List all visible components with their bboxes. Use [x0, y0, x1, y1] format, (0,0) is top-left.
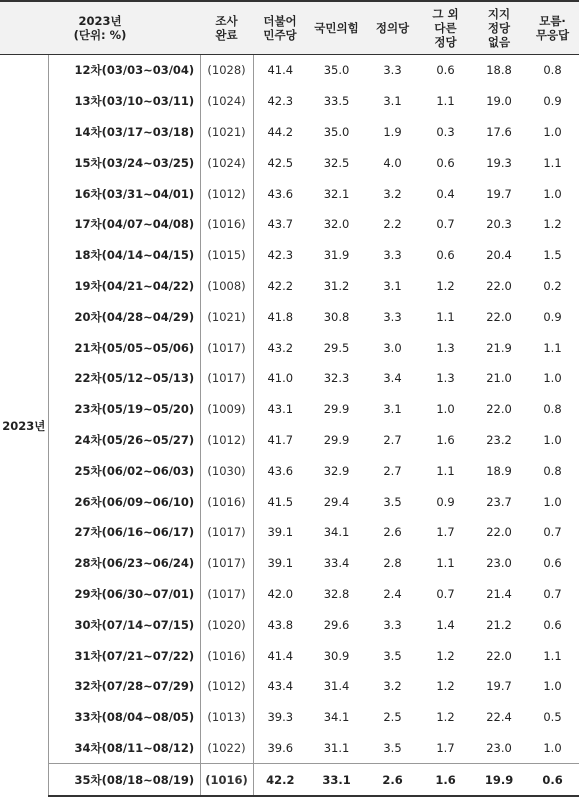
value-cell: 1.0	[543, 740, 562, 755]
round-label: 22차(05/12~05/13)	[48, 363, 200, 394]
table-row	[0, 86, 579, 117]
column-header	[526, 1, 579, 55]
round-label: 24차(05/26~05/27)	[48, 425, 200, 456]
value-cell: 1.0	[543, 432, 562, 447]
value-cell: 0.9	[436, 494, 455, 509]
value-cell: 4.0	[383, 155, 402, 170]
value-cell: 1.2	[543, 217, 562, 232]
sample-size: (1021)	[200, 301, 253, 332]
column-header	[366, 1, 419, 55]
column-header-line: 완료	[215, 28, 238, 42]
round-label: 25차(06/02~06/03)	[48, 455, 200, 486]
table-row	[0, 486, 579, 517]
round-label: 15차(03/24~03/25)	[48, 147, 200, 178]
value-cell: 31.9	[323, 248, 350, 263]
value-cell: 39.6	[267, 740, 294, 755]
header-title-cell	[0, 1, 200, 55]
header-unit: (단위: %)	[73, 28, 127, 42]
value-cell: 3.3	[383, 617, 402, 632]
value-cell: 1.1	[436, 94, 455, 109]
value-cell: 42.2	[267, 278, 294, 293]
round-label: 17차(04/07~04/08)	[48, 209, 200, 240]
value-cell: 21.9	[486, 340, 512, 355]
value-cell: 0.7	[543, 525, 562, 540]
round-label: 14차(03/17~03/18)	[48, 117, 200, 148]
value-cell: 3.3	[383, 309, 402, 324]
table-row	[0, 271, 579, 302]
value-cell: 42.3	[267, 94, 294, 109]
value-cell: 22.0	[486, 278, 512, 293]
value-cell: 39.1	[267, 556, 294, 571]
column-header-line: 정당	[434, 35, 457, 49]
sample-size: (1016)	[200, 764, 253, 796]
sample-size: (1013)	[200, 702, 253, 733]
value-cell: 3.5	[383, 648, 402, 663]
table-row	[0, 455, 579, 486]
round-label: 13차(03/10~03/11)	[48, 86, 200, 117]
value-cell: 19.9	[472, 764, 526, 796]
round-label: 29차(06/30~07/01)	[48, 579, 200, 610]
value-cell: 1.2	[436, 278, 455, 293]
column-header	[472, 1, 526, 55]
value-cell: 0.6	[526, 764, 579, 796]
value-cell: 1.4	[436, 617, 455, 632]
value-cell: 3.1	[383, 278, 402, 293]
column-header	[253, 1, 307, 55]
sample-size: (1012)	[200, 178, 253, 209]
table-row	[0, 548, 579, 579]
table-row	[0, 209, 579, 240]
value-cell: 41.5	[267, 494, 294, 509]
column-header	[200, 1, 253, 55]
value-cell: 18.9	[486, 463, 512, 478]
column-header-line: 정의당	[375, 21, 410, 35]
table-body	[0, 55, 579, 797]
table-row	[0, 671, 579, 702]
column-header-line: 무응답	[535, 28, 570, 42]
sample-size: (1008)	[200, 271, 253, 302]
value-cell: 29.5	[323, 340, 350, 355]
value-cell: 30.8	[323, 309, 350, 324]
value-cell: 23.0	[486, 556, 512, 571]
value-cell: 43.6	[267, 186, 294, 201]
value-cell: 18.8	[486, 63, 512, 78]
value-cell: 31.2	[323, 278, 350, 293]
value-cell: 0.6	[543, 556, 562, 571]
value-cell: 2.7	[383, 463, 402, 478]
table-row	[0, 702, 579, 733]
table-row	[0, 178, 579, 209]
value-cell: 41.4	[267, 63, 294, 78]
column-header-line: 모름·	[539, 14, 566, 28]
value-cell: 3.1	[383, 94, 402, 109]
value-cell: 19.3	[486, 155, 512, 170]
value-cell: 29.9	[323, 402, 350, 417]
value-cell: 21.0	[486, 371, 512, 386]
header-title: 2023년	[78, 14, 122, 28]
sample-size: (1009)	[200, 394, 253, 425]
value-cell: 3.0	[383, 340, 402, 355]
column-header-line: 다른	[434, 21, 457, 35]
round-label: 35차(08/18~08/19)	[48, 764, 200, 796]
value-cell: 1.2	[436, 679, 455, 694]
value-cell: 23.2	[486, 432, 512, 447]
value-cell: 2.8	[383, 556, 402, 571]
value-cell: 41.8	[267, 309, 294, 324]
value-cell: 0.6	[436, 248, 455, 263]
value-cell: 22.0	[486, 525, 512, 540]
value-cell: 32.5	[323, 155, 350, 170]
table-row	[0, 609, 579, 640]
value-cell: 0.2	[543, 278, 562, 293]
round-label: 19차(04/21~04/22)	[48, 271, 200, 302]
value-cell: 32.3	[323, 371, 350, 386]
table-row	[0, 55, 579, 86]
value-cell: 43.2	[267, 340, 294, 355]
value-cell: 1.2	[436, 648, 455, 663]
value-cell: 29.9	[323, 432, 350, 447]
value-cell: 31.1	[323, 740, 350, 755]
round-label: 18차(04/14~04/15)	[48, 240, 200, 271]
value-cell: 41.7	[267, 432, 294, 447]
value-cell: 1.6	[419, 764, 472, 796]
column-header-line: 더불어	[263, 14, 297, 28]
value-cell: 1.1	[436, 309, 455, 324]
value-cell: 1.1	[436, 556, 455, 571]
value-cell: 17.6	[486, 124, 512, 139]
value-cell: 19.7	[486, 679, 512, 694]
value-cell: 2.6	[383, 525, 402, 540]
value-cell: 0.4	[436, 186, 455, 201]
round-label: 12차(03/03~03/04)	[48, 55, 200, 86]
value-cell: 2.4	[383, 586, 402, 601]
value-cell: 32.8	[323, 586, 350, 601]
value-cell: 31.4	[323, 679, 350, 694]
value-cell: 3.3	[383, 63, 402, 78]
round-label: 16차(03/31~04/01)	[48, 178, 200, 209]
value-cell: 19.7	[486, 186, 512, 201]
value-cell: 33.5	[323, 94, 350, 109]
value-cell: 0.3	[436, 124, 455, 139]
value-cell: 0.7	[543, 586, 562, 601]
table-row	[0, 640, 579, 671]
value-cell: 3.4	[383, 371, 402, 386]
sample-size: (1016)	[200, 209, 253, 240]
value-cell: 23.7	[486, 494, 512, 509]
sample-size: (1017)	[200, 332, 253, 363]
value-cell: 3.5	[383, 494, 402, 509]
value-cell: 0.9	[543, 309, 562, 324]
value-cell: 33.1	[307, 764, 366, 796]
value-cell: 2.7	[383, 432, 402, 447]
value-cell: 43.8	[267, 617, 294, 632]
column-header-line: 지지	[487, 7, 511, 21]
value-cell: 1.0	[543, 679, 562, 694]
value-cell: 20.3	[486, 217, 512, 232]
value-cell: 22.0	[486, 309, 512, 324]
value-cell: 30.9	[323, 648, 350, 663]
value-cell: 1.7	[436, 525, 455, 540]
value-cell: 32.9	[323, 463, 350, 478]
column-header-line: 없음	[487, 35, 511, 49]
year-label: 2023년	[0, 55, 48, 797]
table-row	[0, 394, 579, 425]
value-cell: 3.2	[383, 186, 402, 201]
column-header	[419, 1, 472, 55]
sample-size: (1012)	[200, 425, 253, 456]
value-cell: 2.2	[383, 217, 402, 232]
value-cell: 43.7	[267, 217, 294, 232]
value-cell: 22.0	[486, 402, 512, 417]
round-label: 26차(06/09~06/10)	[48, 486, 200, 517]
column-header-line: 정당	[487, 21, 511, 35]
value-cell: 43.4	[267, 679, 294, 694]
sample-size: (1017)	[200, 548, 253, 579]
value-cell: 1.0	[436, 402, 455, 417]
sample-size: (1015)	[200, 240, 253, 271]
value-cell: 35.0	[323, 63, 350, 78]
round-label: 31차(07/21~07/22)	[48, 640, 200, 671]
value-cell: 33.4	[323, 556, 350, 571]
value-cell: 1.2	[436, 710, 455, 725]
value-cell: 2.6	[366, 764, 419, 796]
value-cell: 23.0	[486, 740, 512, 755]
value-cell: 0.6	[543, 617, 562, 632]
sample-size: (1024)	[200, 86, 253, 117]
value-cell: 0.5	[543, 710, 562, 725]
column-header-line: 민주당	[263, 28, 297, 42]
value-cell: 0.8	[543, 402, 562, 417]
value-cell: 34.1	[323, 710, 350, 725]
column-header-line: 국민의힘	[314, 21, 359, 35]
value-cell: 1.6	[436, 432, 455, 447]
sample-size: (1016)	[200, 640, 253, 671]
value-cell: 42.5	[267, 155, 294, 170]
value-cell: 29.4	[323, 494, 350, 509]
value-cell: 21.4	[486, 586, 512, 601]
sample-size: (1020)	[200, 609, 253, 640]
value-cell: 1.5	[543, 248, 562, 263]
column-header-line: 그 외	[432, 7, 459, 21]
value-cell: 0.7	[436, 586, 455, 601]
value-cell: 34.1	[323, 525, 350, 540]
value-cell: 21.2	[486, 617, 512, 632]
round-label: 28차(06/23~06/24)	[48, 548, 200, 579]
value-cell: 3.2	[383, 679, 402, 694]
value-cell: 1.3	[436, 371, 455, 386]
value-cell: 3.3	[383, 248, 402, 263]
sample-size: (1017)	[200, 517, 253, 548]
sample-size: (1024)	[200, 147, 253, 178]
value-cell: 39.1	[267, 525, 294, 540]
sample-size: (1016)	[200, 486, 253, 517]
value-cell: 1.0	[543, 494, 562, 509]
sample-size: (1017)	[200, 579, 253, 610]
value-cell: 22.0	[486, 648, 512, 663]
value-cell: 3.1	[383, 402, 402, 417]
value-cell: 1.1	[543, 648, 562, 663]
value-cell: 44.2	[267, 124, 294, 139]
round-label: 33차(08/04~08/05)	[48, 702, 200, 733]
value-cell: 32.0	[323, 217, 350, 232]
column-header	[307, 1, 366, 55]
value-cell: 42.2	[253, 764, 307, 796]
value-cell: 1.1	[436, 463, 455, 478]
round-label: 34차(08/11~08/12)	[48, 733, 200, 764]
value-cell: 35.0	[323, 124, 350, 139]
table-row	[0, 117, 579, 148]
column-header-line: 조사	[215, 14, 238, 28]
value-cell: 0.6	[436, 63, 455, 78]
value-cell: 29.6	[323, 617, 350, 632]
round-label: 30차(07/14~07/15)	[48, 609, 200, 640]
value-cell: 0.8	[543, 63, 562, 78]
value-cell: 1.9	[383, 124, 402, 139]
round-label: 20차(04/28~04/29)	[48, 301, 200, 332]
round-label: 27차(06/16~06/17)	[48, 517, 200, 548]
value-cell: 43.6	[267, 463, 294, 478]
value-cell: 0.6	[436, 155, 455, 170]
table-row	[0, 733, 579, 764]
value-cell: 20.4	[486, 248, 512, 263]
value-cell: 22.4	[486, 710, 512, 725]
sample-size: (1012)	[200, 671, 253, 702]
value-cell: 19.0	[486, 94, 512, 109]
table-row	[0, 332, 579, 363]
value-cell: 3.5	[383, 740, 402, 755]
table-row	[0, 425, 579, 456]
value-cell: 32.1	[323, 186, 350, 201]
table-row	[0, 301, 579, 332]
value-cell: 1.3	[436, 340, 455, 355]
table-row	[0, 579, 579, 610]
value-cell: 0.9	[543, 94, 562, 109]
value-cell: 43.1	[267, 402, 294, 417]
value-cell: 0.7	[436, 217, 455, 232]
value-cell: 42.3	[267, 248, 294, 263]
value-cell: 1.0	[543, 371, 562, 386]
round-label: 23차(05/19~05/20)	[48, 394, 200, 425]
sample-size: (1028)	[200, 55, 253, 86]
sample-size: (1021)	[200, 117, 253, 148]
table-row	[0, 764, 579, 796]
round-label: 32차(07/28~07/29)	[48, 671, 200, 702]
table-row	[0, 240, 579, 271]
value-cell: 1.1	[543, 155, 562, 170]
value-cell: 1.7	[436, 740, 455, 755]
value-cell: 0.8	[543, 463, 562, 478]
value-cell: 41.4	[267, 648, 294, 663]
value-cell: 42.0	[267, 586, 294, 601]
table-row	[0, 147, 579, 178]
value-cell: 41.0	[267, 371, 294, 386]
sample-size: (1022)	[200, 733, 253, 764]
value-cell: 1.1	[543, 340, 562, 355]
value-cell: 1.0	[543, 186, 562, 201]
table-row	[0, 363, 579, 394]
sample-size: (1017)	[200, 363, 253, 394]
table-row	[0, 517, 579, 548]
header-row	[0, 1, 579, 55]
value-cell: 39.3	[267, 710, 294, 725]
round-label: 21차(05/05~05/06)	[48, 332, 200, 363]
value-cell: 2.5	[383, 710, 402, 725]
sample-size: (1030)	[200, 455, 253, 486]
value-cell: 1.0	[543, 124, 562, 139]
